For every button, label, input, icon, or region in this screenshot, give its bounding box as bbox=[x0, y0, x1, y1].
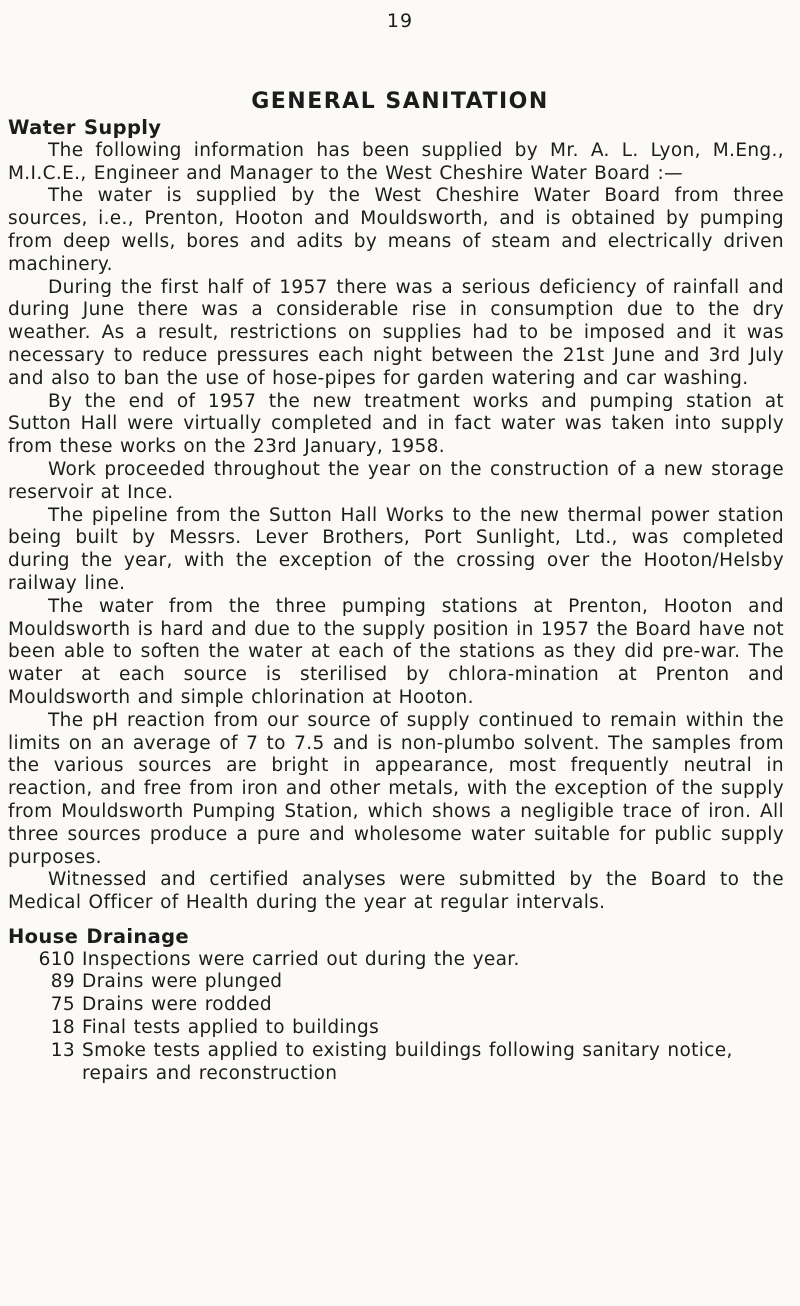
list-item bbox=[8, 971, 784, 994]
item-count: 89 bbox=[50, 971, 75, 993]
water-supply-paragraph: The water from the three pumping stations at Prenton, Hooton and Mouldsworth is hard and due to the supply position in 1957 the Board have not been able to soften the water at each of the stations as they did pre-war. The water at each source is sterilised by chlora-mination at Prenton and Mouldsworth and simple chlorination at Hooton. bbox=[8, 595, 784, 708]
water-supply-paragraph: Witnessed and certified analyses were submitted by the Board to the Medical Officer of Health during the year at regular intervals. bbox=[8, 869, 784, 914]
drainage-stats-list bbox=[8, 949, 784, 1086]
item-text: Drains were rodded bbox=[82, 994, 272, 1016]
item-count: 75 bbox=[50, 994, 75, 1016]
water-supply-paragraph: The following information has been supplied by Mr. A. L. Lyon, M.Eng., M.I.C.E., Engineer and Manager to the West Cheshire Water Board :— bbox=[8, 139, 784, 184]
item-count: 18 bbox=[50, 1017, 75, 1039]
water-supply-paragraph: The pipeline from the Sutton Hall Works to the new thermal power station being built by Messrs. Lever Brothers, Port Sunlight, Ltd., was completed during the year, with the exception of the crossing over the Hooton/Helsby railway line. bbox=[8, 504, 784, 594]
water-supply-paragraph: Work proceeded throughout the year on the construction of a new storage reservoir at Ince. bbox=[8, 458, 784, 503]
water-supply-paragraph: The pH reaction from our source of supply continued to remain within the limits on an average of 7 to 7.5 and is non-plumbo solvent. The samples from the various sources are bright in appearance, most frequently neutral in reaction, and free from iron and other metals, with the exception of the supply from Mouldsworth Pumping Station, which shows a negligible trace of iron. All three sources produce a pure and wholesome water suitable for public supply purposes. bbox=[8, 709, 784, 868]
item-text: Smoke tests applied to existing buildings following sanitary notice, repairs and reconstruction bbox=[82, 1039, 733, 1084]
water-supply-paragraph: By the end of 1957 the new treatment works and pumping station at Sutton Hall were virtually completed and in fact water was taken into supply from these works on the 23rd January, 1958. bbox=[8, 390, 784, 458]
item-count: 13 bbox=[50, 1039, 75, 1061]
item-text: Inspections were carried out during the year. bbox=[82, 948, 520, 970]
item-count: 610 bbox=[38, 948, 75, 970]
water-supply-paragraph: The water is supplied by the West Cheshire Water Board from three sources, i.e., Prenton, Hooton and Mouldsworth, and is obtained by pumping from deep wells, bores and adits by means of steam and electrically driven machinery. bbox=[8, 185, 784, 275]
list-item bbox=[8, 1040, 784, 1086]
page-title: GENERAL SANITATION bbox=[251, 89, 549, 114]
document-body bbox=[8, 117, 784, 1085]
house-drainage-heading: House Drainage bbox=[8, 924, 189, 948]
list-item bbox=[8, 994, 784, 1017]
item-text: Final tests applied to buildings bbox=[82, 1017, 380, 1039]
water-supply-heading: Water Supply bbox=[8, 116, 162, 139]
list-item bbox=[8, 949, 784, 972]
page-number: 19 bbox=[386, 10, 414, 32]
item-text: Drains were plunged bbox=[82, 971, 283, 993]
list-item bbox=[8, 1017, 784, 1040]
water-supply-paragraph: During the first half of 1957 there was a serious deficiency of rainfall and during June there was a considerable rise in consumption due to the dry weather. As a result, restrictions on supplies had to be imposed and it was necessary to reduce pressures each night between the 21st June and 3rd July and also to ban the use of hose-pipes for garden watering and car washing. bbox=[8, 276, 784, 389]
house-drainage-section bbox=[8, 926, 784, 1086]
water-supply-section bbox=[8, 117, 784, 915]
